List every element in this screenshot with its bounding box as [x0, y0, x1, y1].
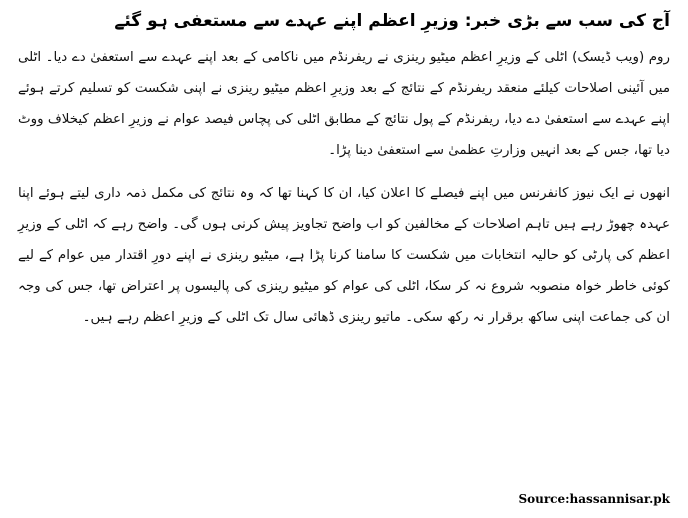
- article-paragraph-2: انھوں نے ایک نیوز کانفرنس میں اپنے فیصلے کا اعلان کیا، ان کا کہنا تھا کہ وہ نتائج کی مکمل ذمہ داری لیتے ہوئے اپنا عہدہ چھوڑ رہے ہیں تاہم اصلاحات کے مخالفین کو اب واضح تجاویز پیش کرنی ہوں گی۔ واضح رہے کہ اٹلی کے وزیرِ اعظم کی پارٹی کو حالیہ انتخابات میں شکست کا سامنا کرنا پڑا ہے، میٹیو رینزی نے اپنے دورِ اقتدار میں عوام کے لیے کوئی خاطر خواہ منصوبہ شروع نہ کر سکا، اٹلی کی عوام کو میٹیو رینزی کی پالیسوں پر اعتراض تھا، جس کی وجہ ان کی جماعت اپنی ساکھ برقرار نہ رکھ سکی۔ ماتیو رینزی ڈھائی سال تک اٹلی کے وزیرِ اعظم رہے ہیں۔: [18, 186, 670, 325]
- article-headline: آج کی سب سے بڑی خبر: وزیرِ اعظم اپنے عہدے سے مستعفی ہو گئے: [114, 11, 670, 31]
- article-paragraph-1: روم (ویب ڈیسک) اٹلی کے وزیرِ اعظم میٹیو رینزی نے ریفرنڈم میں ناکامی کے بعد اپنے عہدے سے استعفیٰ دے دیا۔ اٹلی میں آئینی اصلاحات کیلئے منعقد ریفرنڈم کے نتائج کے بعد وزیرِ اعظم میٹیو رینزی نے اپنی شکست کو تسلیم کرتے ہوئے اپنے عہدے سے استعفیٰ دے دیا، ریفرنڈم کے پول نتائج کے مطابق اٹلی کی پچاس فیصد عوام نے وزیرِ اعظم کیخلاف ووٹ دیا تھا، جس کے بعد انہیں وزارتِ عظمیٰ سے استعفیٰ دینا پڑا۔: [18, 50, 670, 158]
- source-credit: Source:hassannisar.pk: [518, 492, 670, 506]
